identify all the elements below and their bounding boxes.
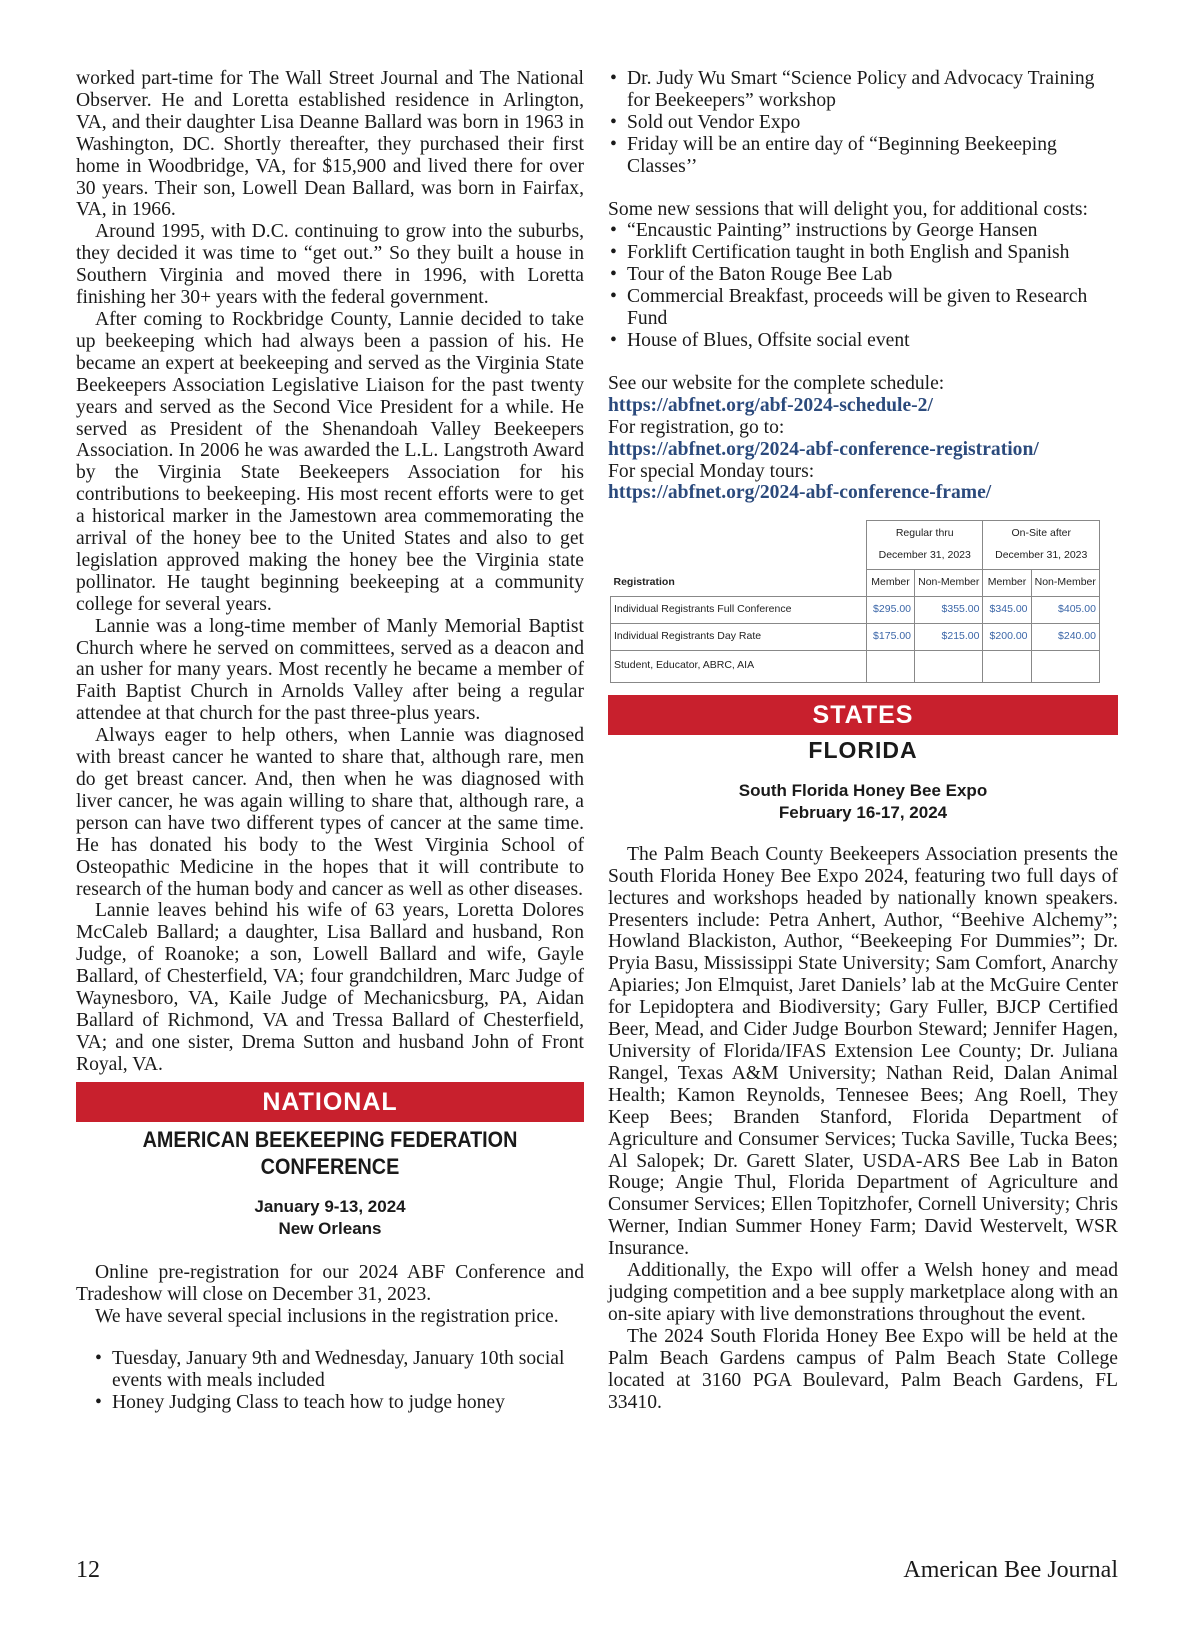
state-heading-florida: FLORIDA — [808, 736, 918, 763]
table-row — [611, 623, 1100, 650]
abf-conference-title — [76, 1126, 584, 1180]
list-item: • “Encaustic Painting” instructions by George Hansen — [608, 220, 1118, 242]
obituary-paragraph-2: Around 1995, with D.C. continuing to grow into the suburbs, they decided it was time to “get out.” So they built a house in Southern Virginia and moved there in 1996, with Loretta finishing her 30+ years with the federal government. — [76, 221, 584, 309]
list-item: • Dr. Judy Wu Smart “Science Policy and Advocacy Training for Beekeepers” workshop — [608, 68, 1118, 112]
abf-title-line-2: CONFERENCE — [260, 1153, 400, 1179]
abf-dates: January 9-13, 2024 — [254, 1196, 406, 1216]
header-regular-line-2: December 31, 2023 — [878, 549, 971, 562]
tours-intro: For special Monday tours: — [608, 460, 815, 482]
list-item: • Tuesday, January 9th and Wednesday, January 10th social events with meals included — [93, 1348, 584, 1392]
col-member: Member — [866, 570, 914, 597]
schedule-link[interactable]: https://abfnet.org/abf-2024-schedule-2/ — [608, 394, 933, 416]
list-item: • Commercial Breakfast, proceeds will be given to Research Fund — [608, 286, 1118, 330]
list-item: • House of Blues, Offsite social event — [608, 330, 1118, 352]
abf-preregistration-text: Online pre-registration for our 2024 ABF Conference and Tradeshow will close on December 31, 2023. — [76, 1261, 584, 1305]
expo-paragraph-3: The 2024 South Florida Honey Bee Expo will be held at the Palm Beach Gardens campus of Palm Beach State College located at 3160 PGA Boulevard, Palm Beach Gardens, FL 33410. — [608, 1325, 1118, 1413]
obituary-paragraph-1: worked part-time for The Wall Street Journal and The National Observer. He and Loretta established residence in Arlington, VA, and their daughter Lisa Deanne Ballard was born in 1963 in Washington, DC. Shortly thereafter, they purchased their first home in Woodbridge, VA, for $15,900 and lived there for over 30 years. Their son, Lowell Dean Ballard, was born in Fairfax, VA, in 1966. — [76, 68, 584, 221]
abf-inclusions-intro: We have several special inclusions in the registration price. — [95, 1305, 559, 1327]
header-regular-line-1: Regular thru — [895, 527, 954, 540]
price-cell: $295.00 — [866, 597, 914, 624]
row-label: Individual Registrants Full Conference — [611, 597, 867, 624]
obituary-paragraph-3: After coming to Rockbridge County, Lannie decided to take up beekeeping which had always been a passion of his. He became an expert at beekeeping and served as the Virginia State Beekeepers Association Legislative Liaison for the past twenty years and served as the Second Vice President for a while. He served as President of the Shenandoah Valley Beekeepers Association. In 2006 he was awarded the L.L. Langstroth Award by the Virginia State Beekeepers Association for his contributions to beekeeping. His most recent efforts were to get a historical marker in the Jamestown area commemorating the arrival of the honey bee to the United States and also to get legislation approved making the honey bee the Virginia state pollinator. He taught beginning beekeeping at a community college for several years. — [76, 308, 584, 615]
table-header-regular — [866, 521, 983, 570]
price-cell: $175.00 — [866, 623, 914, 650]
abf-title-line-1: AMERICAN BEEKEEPING FEDERATION — [142, 1126, 518, 1152]
left-column — [76, 68, 584, 1414]
row-label: Individual Registrants Day Rate — [611, 623, 867, 650]
list-item: • Friday will be an entire day of “Beginning Beekeeping Classes’’ — [608, 134, 1118, 178]
header-onsite-line-2: December 31, 2023 — [995, 549, 1088, 562]
obituary-paragraph-6: Lannie leaves behind his wife of 63 years, Loretta Dolores McCaleb Ballard; a daughter, Lisa Ballard and husband, Ron Judge, of Roanoke; a son, Lowell Ballard and wife, Gayle Ballard, of Chesterfield, VA; four grandchildren, Marc Judge of Waynesboro, VA, Kaile Judge of Mechanicsburg, PA, Aidan Ballard of Richmond, VA and Tressa Ballard of Chesterfield, VA; and one sister, Drema Sutton and husband John of Front Royal, VA. — [76, 900, 584, 1075]
obituary-paragraph-5: Always eager to help others, when Lannie was diagnosed with breast cancer he wanted to share that, although rare, men do get breast cancer. And, then when he was diagnosed with liver cancer, he was again willing to share that, although rare, a person can have two different types of cancer at the same time. He has donated his body to the West Virginia School of Osteopathic Medicine in the hopes that it will contribute to research of the human body and cancer as well as other diseases. — [76, 725, 584, 900]
abf-location: New Orleans — [278, 1218, 382, 1238]
price-cell — [915, 650, 983, 682]
price-cell — [866, 650, 914, 682]
list-item: • Tour of the Baton Rouge Bee Lab — [608, 264, 1118, 286]
abf-inclusions-list — [93, 1348, 584, 1414]
website-intro: See our website for the complete schedule: — [608, 372, 945, 394]
new-sessions-list — [608, 220, 1118, 351]
list-item: • Sold out Vendor Expo — [608, 112, 1118, 134]
publication-name: American Bee Journal — [903, 1557, 1118, 1583]
national-section-bar: NATIONAL — [76, 1082, 584, 1122]
row-label: Student, Educator, ABRC, AIA — [611, 650, 867, 682]
col-non-member: Non-Member — [915, 570, 983, 597]
expo-paragraph-2: Additionally, the Expo will offer a Welsh honey and mead judging competition and a bee supply marketplace along with an on-site apiary with live demonstrations throughout the event. — [608, 1260, 1118, 1325]
price-cell: $215.00 — [915, 623, 983, 650]
page-number: 12 — [76, 1557, 100, 1583]
price-cell: $240.00 — [1031, 623, 1099, 650]
registration-link[interactable]: https://abfnet.org/2024-abf-conference-registration/ — [608, 438, 1039, 460]
expo-dates: February 16-17, 2024 — [778, 802, 948, 822]
tours-link[interactable]: https://abfnet.org/2024-abf-conference-frame/ — [608, 482, 992, 504]
states-section-bar: STATES — [608, 695, 1118, 735]
price-cell: $405.00 — [1031, 597, 1099, 624]
abf-inclusions-list-continued — [608, 68, 1118, 178]
table-row — [611, 597, 1100, 624]
expo-paragraph-1: The Palm Beach County Beekeepers Association presents the South Florida Honey Bee Expo 2024, featuring two full days of lectures and workshops headed by nationally known speakers. Presenters include: Petra Anhert, Author, “Beehive Alchemy”; Howland Blackiston, Author, “Beekeeping For Dummies”; Dr. Pryia Basu, Mississippi State University; Sam Comfort, Anarchy Apiaries; Jon Elmquist, Jaret Daniels’ lab at the McGuire Center for Lepidoptera and Biodiversity; Gary Fuller, BJCP Certified Beer, Mead, and Cider Judge Bourbon Steward; Jennifer Hagen, University of Florida/IFAS Extension Lee County; Dr. Juliana Rangel, Texas A&M University; Nathan Reid, Dalan Animal Health; Kamon Reynolds, Tennesee Bees; Ang Roell, They Keep Bees; Branden Stanford, Florida Department of Agriculture and Consumer Services; Tucka Saville, Tucka Bees; Al Salopek; Dr. Garett Slater, USDA-ARS Bee Lab in Baton Rouge; Angie Thul, Florida Department of Agriculture and Consumer Services; Ellen Topitzhofer, Cornell University; Chris Werner, Indian Summer Honey Farm; David Westervelt, WSR Insurance. — [608, 843, 1118, 1260]
table-row-header: Registration — [613, 575, 675, 588]
registration-intro: For registration, go to: — [608, 416, 785, 438]
col-non-member: Non-Member — [1031, 570, 1099, 597]
price-cell — [983, 650, 1031, 682]
price-cell: $200.00 — [983, 623, 1031, 650]
header-onsite-line-1: On-Site after — [1011, 527, 1071, 540]
table-header-onsite — [983, 521, 1100, 570]
price-cell: $355.00 — [915, 597, 983, 624]
registration-price-table — [610, 520, 1100, 683]
price-cell: $345.00 — [983, 597, 1031, 624]
right-column — [608, 68, 1118, 1413]
expo-title: South Florida Honey Bee Expo — [738, 780, 988, 800]
list-item: • Forklift Certification taught in both English and Spanish — [608, 242, 1118, 264]
table-row — [611, 650, 1100, 682]
col-member: Member — [983, 570, 1031, 597]
obituary-paragraph-4: Lannie was a long-time member of Manly Memorial Baptist Church where he served on committees, served as a deacon and an usher for many years. Most recently he became a member of Faith Baptist Church in Arnolds Valley after being a regular attendee at that church for the past three-plus years. — [76, 615, 584, 725]
new-sessions-intro: Some new sessions that will delight you, for additional costs: — [608, 198, 1088, 220]
price-cell — [1031, 650, 1099, 682]
list-item: • Honey Judging Class to teach how to judge honey — [93, 1392, 584, 1414]
